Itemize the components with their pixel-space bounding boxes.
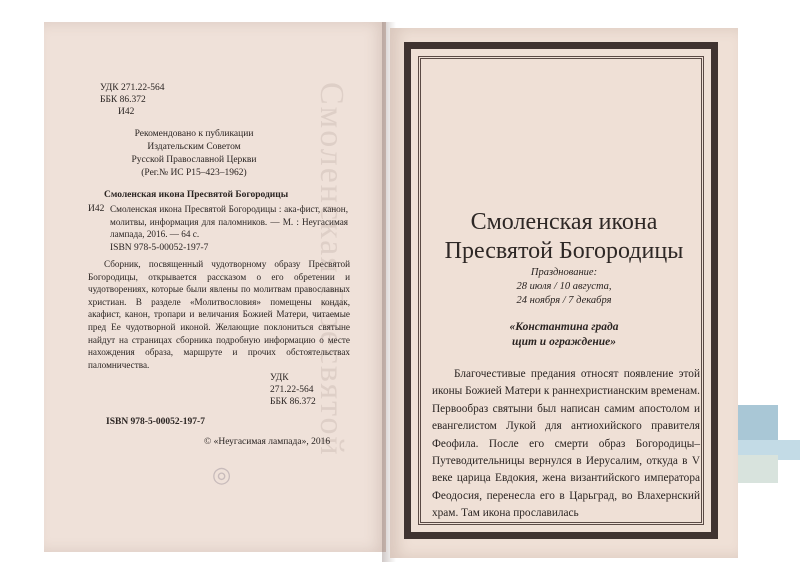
bbk-code: ББК 86.372 <box>100 95 146 105</box>
bookmark-tab-lower <box>738 455 778 483</box>
udk-code: УДК 271.22-564 <box>100 83 165 93</box>
body-paragraph: Благочестивые предания относят появление этой иконы Божией Матери к раннехристианским временам. Первообраз святыни был написан самим апостолом и евангелистом Лукой для антиохийского правителя Феофила. После его смерти образ Богородицы–Путеводительницы вернулся в Иерусалим, откуда в V веке царица Евдокия, жена византийского императора Феодосия, перенесла его в Царьград, во Влахернский храм. Там икона прославилась <box>432 368 700 520</box>
page-title <box>390 208 738 266</box>
show-through-title: Смоленская Пресвятой <box>313 82 350 457</box>
biblio-code: И42 <box>88 204 105 214</box>
feast-date-1: 28 июля / 10 августа, <box>516 281 612 292</box>
annotation: Сборник, посвященный чудотворному образу Пресвятой Богородицы, открывается рассказом о его обретении и чудотворениях, которые были явлены по молитвам православных христиан. В разделе «Молитвословия» помещены кондак, акафист, канон, тропари и величания Божией Матери, читаемые пред Ее чудотворной иконой. Желающие поклониться святыне найдут на страницах сборника подробную информацию о месте нахождения образа, маршруте и прочих обстоятельствах паломничества. <box>88 259 350 370</box>
copyright: © «Неугасимая лампада», 2016 <box>204 437 331 447</box>
recommended-line-2: Издательским Советом <box>147 142 241 152</box>
recommended-line-4: (Рег.№ ИС Р15–423–1962) <box>141 168 247 178</box>
book-title: Смоленская икона Пресвятой Богородицы <box>104 190 289 200</box>
author-sign: И42 <box>118 107 135 117</box>
quote-line-2: щит и ограждение» <box>512 336 616 348</box>
recommended-line-1: Рекомендовано к публикации <box>134 129 254 139</box>
left-page <box>44 22 386 552</box>
right-page <box>390 28 738 558</box>
recommended-line-3: Русской Православной Церкви <box>131 155 257 165</box>
biblio-text: Смоленская икона Пресвятой Богородицы : ака-фист, канон, молитвы, информация для паломников. — М. : Неугасимая лампада, 2016. — 64 с. <box>110 204 348 240</box>
udk-bottom-number: 271.22-564 <box>270 385 314 395</box>
isbn-small: ISBN 978-5-00052-197-7 <box>110 243 209 253</box>
title-line-2: Пресвятой Богородицы <box>444 238 684 264</box>
bbk-bottom: ББК 86.372 <box>270 397 316 407</box>
title-line-1: Смоленская икона <box>470 209 658 235</box>
udk-bottom: УДК <box>270 373 289 383</box>
quote-line-1: «Константина града <box>509 321 619 333</box>
isbn-bold: ISBN 978-5-00052-197-7 <box>106 417 205 427</box>
faint-stamp-icon: ◎ <box>212 462 232 487</box>
feast-label: Празднование: <box>530 267 598 278</box>
feast-date-2: 24 ноября / 7 декабря <box>516 295 612 306</box>
